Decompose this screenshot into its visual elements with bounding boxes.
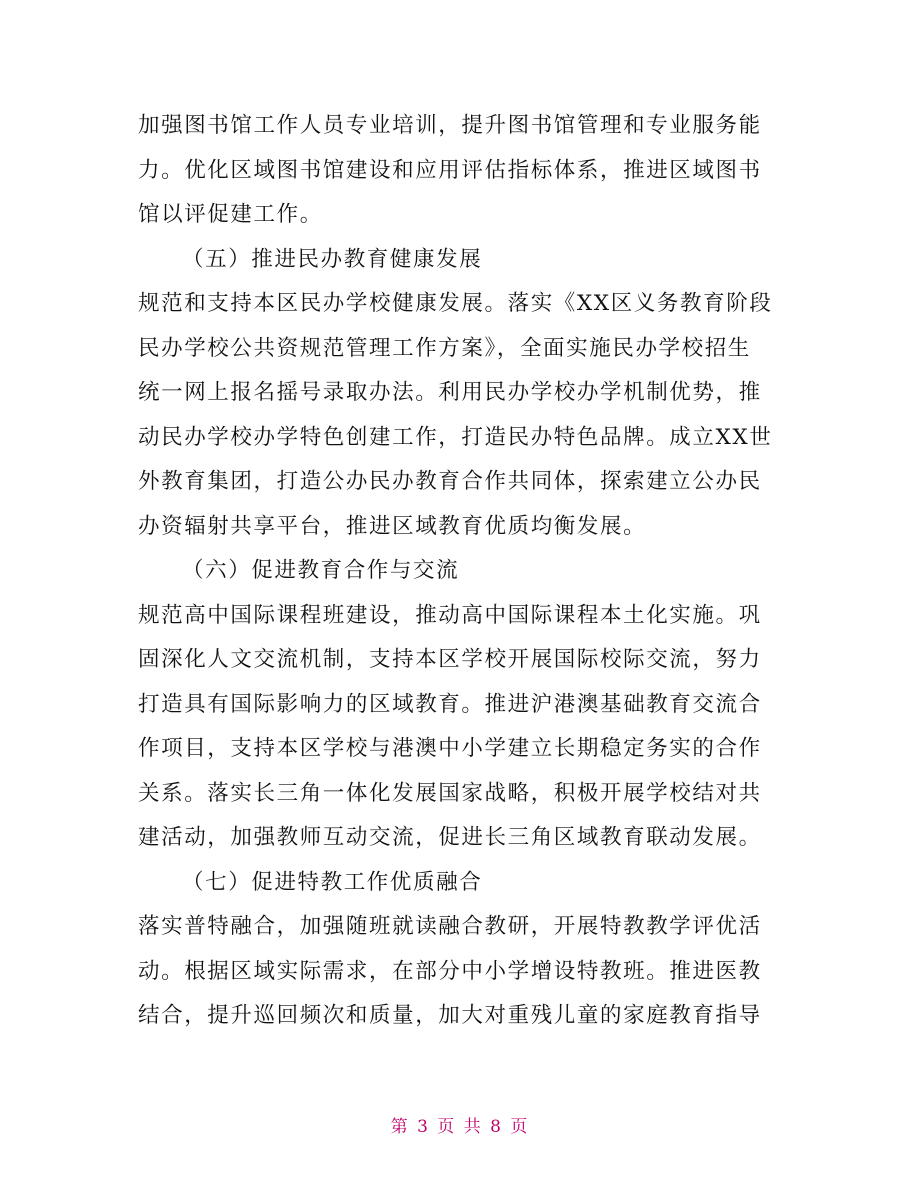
body-line: 关系。落实长三角一体化发展国家战略，积极开展学校结对共	[138, 780, 762, 806]
body-line: 动民办学校办学特色创建工作，打造民办特色品牌。成立XX世	[138, 424, 773, 450]
body-line: 结合，提升巡回频次和质量，加大对重残儿童的家庭教育指导	[138, 1003, 762, 1028]
body-line: 规范高中国际课程班建设，推动高中国际课程本土化实施。巩	[138, 602, 762, 628]
body-line: 加强图书馆工作人员专业培训，提升图书馆管理和专业服务能	[138, 113, 762, 138]
section-heading-6: （六）促进教育合作与交流	[182, 558, 460, 583]
body-line: 作项目，支持本区学校与港澳中小学建立长期稳定务实的合作	[138, 736, 762, 761]
body-line: 规范和支持本区民办学校健康发展。落实《XX区义务教育阶段	[138, 291, 773, 316]
body-line: 外教育集团，打造公办民办教育合作共同体，探索建立公办民	[138, 469, 762, 494]
body-line: 馆以评促建工作。	[138, 202, 323, 227]
document-body	[138, 104, 788, 1039]
body-line: 统一网上报名摇号录取办法。利用民办学校办学机制优势，推	[138, 380, 762, 405]
body-line: 动。根据区域实际需求，在部分中小学增设特教班。推进医教	[138, 958, 762, 984]
body-line: 落实普特融合，加强随班就读融合教研，开展特教教学评优活	[138, 914, 762, 939]
body-line: 建活动，加强教师互动交流，促进长三角区域教育联动发展。	[138, 825, 762, 850]
section-heading-7: （七）促进特教工作优质融合	[182, 869, 483, 895]
section-heading-5: （五）推进民办教育健康发展	[182, 246, 483, 272]
page-number-footer: 第 3 页 共 8 页	[390, 1117, 530, 1137]
body-line: 固深化人文交流机制，支持本区学校开展国际校际交流，努力	[138, 647, 762, 672]
body-line: 民办学校公共资规范管理工作方案》，全面实施民办学校招生	[138, 335, 751, 361]
body-line: 办资辐射共享平台，推进区域教育优质均衡发展。	[138, 513, 647, 539]
body-line: 打造具有国际影响力的区域教育。推进沪港澳基础教育交流合	[138, 691, 762, 717]
body-line: 力。优化区域图书馆建设和应用评估指标体系，推进区域图书	[138, 157, 762, 183]
